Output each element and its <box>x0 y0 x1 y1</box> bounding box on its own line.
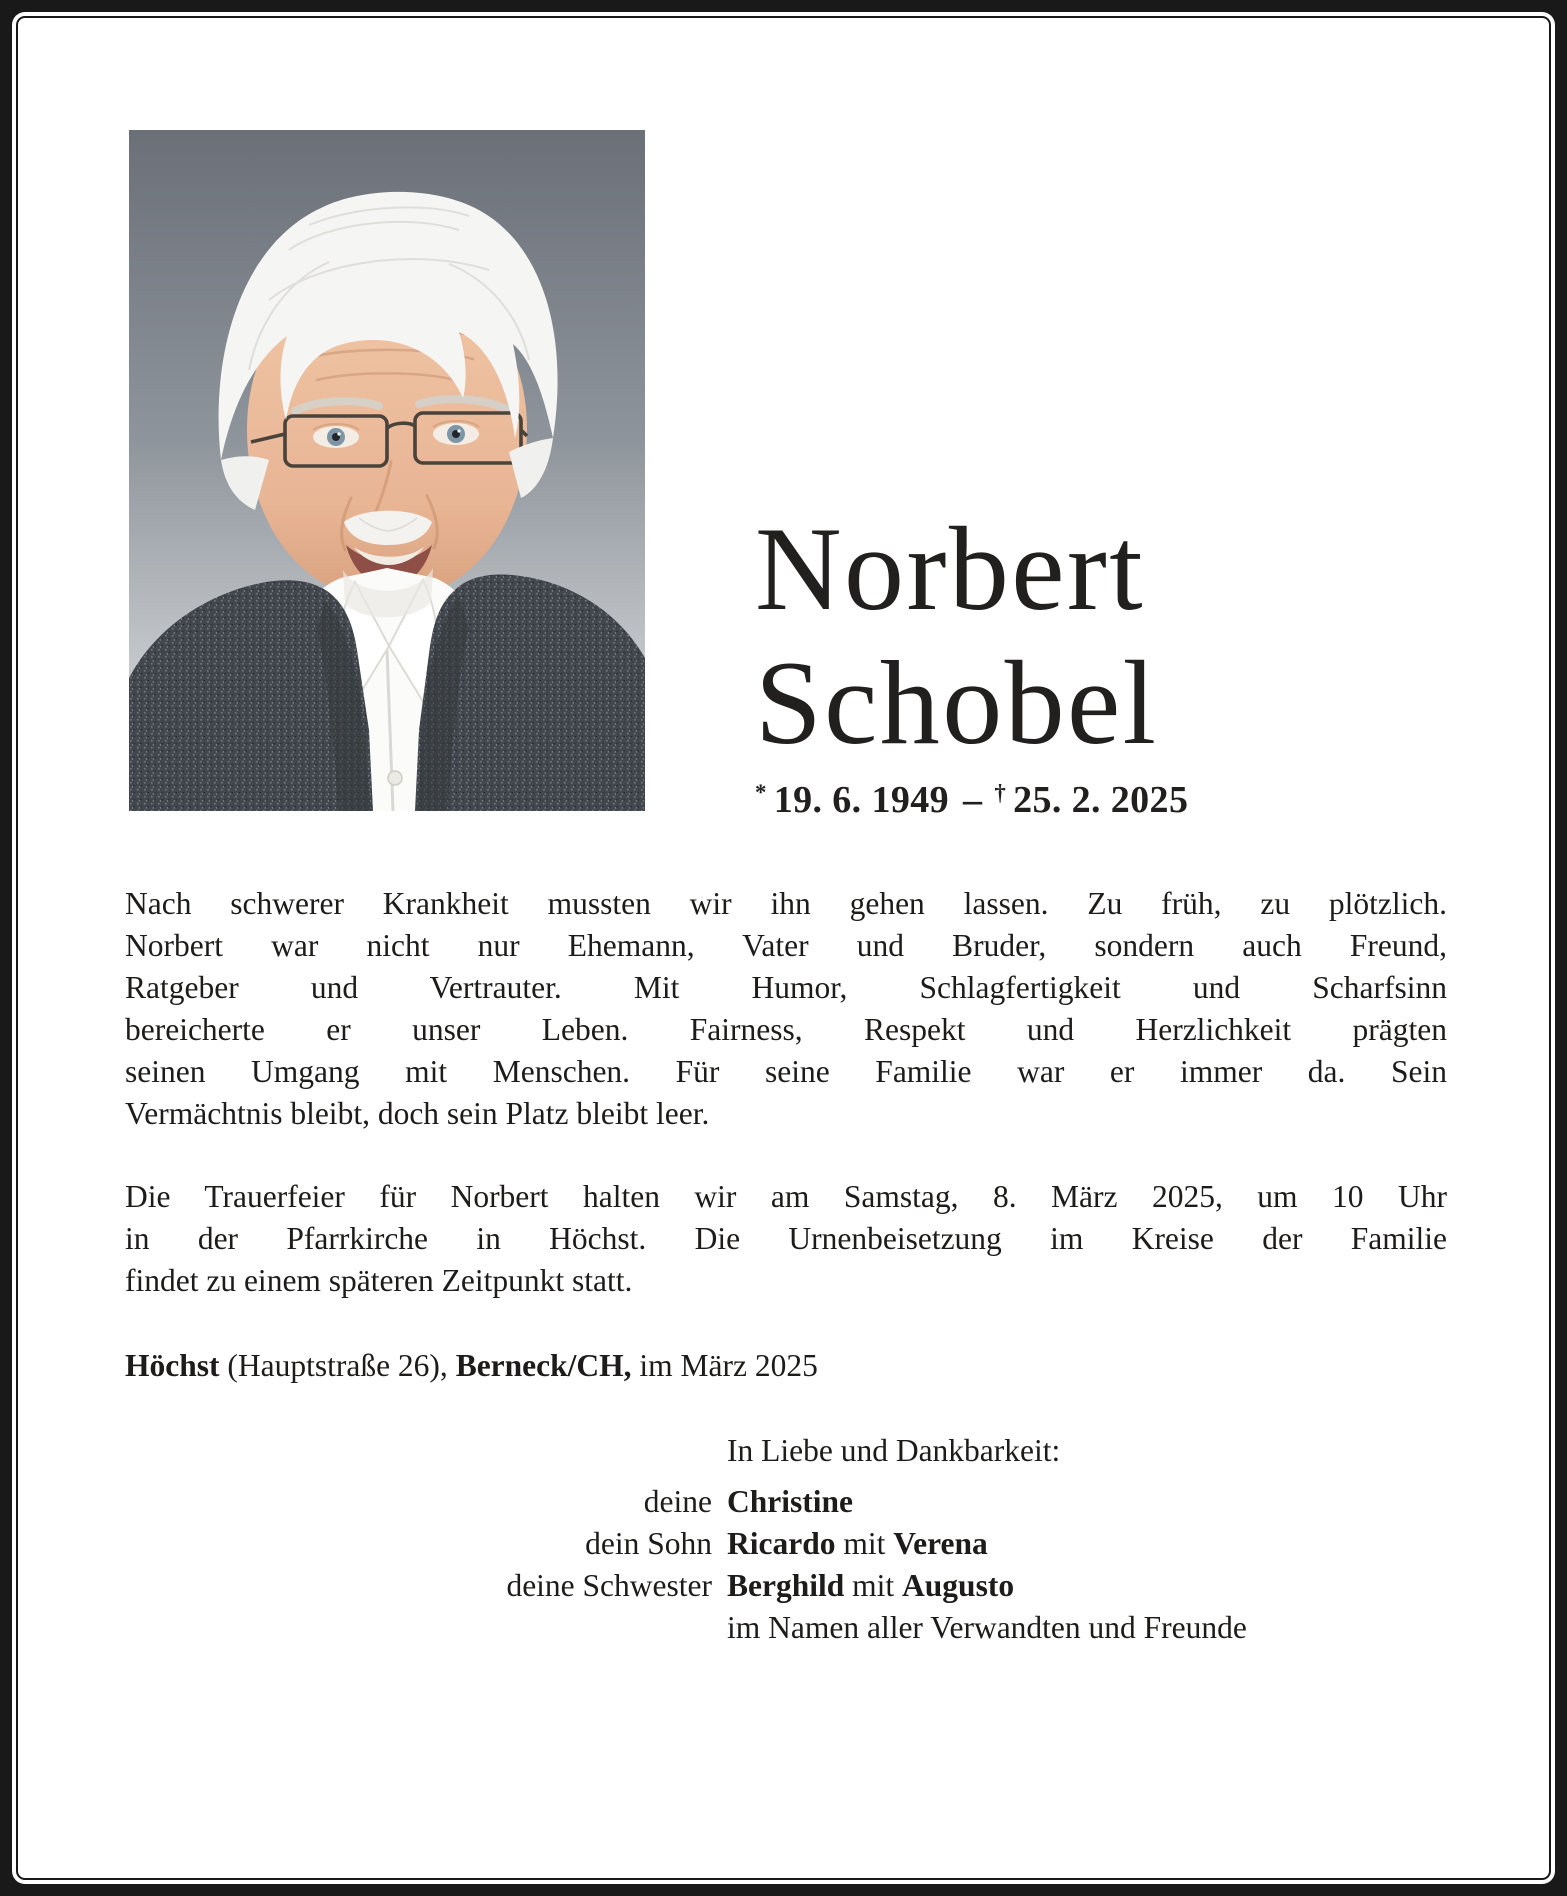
mourner-names <box>727 1481 1447 1523</box>
text-line: Nach schwerer Krankheit mussten wir ihn gehen lassen. Zu früh, zu plötzlich. <box>125 886 1447 921</box>
birth-date: 19. 6. 1949 <box>773 779 949 821</box>
bold-text: Augusto <box>902 1568 1015 1603</box>
deceased-name-block <box>755 502 1188 829</box>
closing-outro: im Namen aller Verwandten und Freunde <box>727 1610 1247 1645</box>
text-line: in der Pfarrkirche in Höchst. Die Urnenbeisetzung im Kreise der Familie <box>125 1221 1447 1256</box>
bold-text: Berneck/CH, <box>455 1348 632 1383</box>
closing-intro: In Liebe und Dankbarkeit: <box>727 1433 1061 1468</box>
mourner-row <box>125 1565 1447 1607</box>
mourner-row <box>125 1523 1447 1565</box>
mourner-label: deine Schwester <box>506 1568 712 1603</box>
regular-text: mit <box>844 1568 903 1603</box>
life-dates <box>755 776 1188 829</box>
obituary-page <box>18 18 1549 1878</box>
date-separator: – <box>962 779 983 821</box>
text-line: Ratgeber und Vertrauter. Mit Humor, Schlagfertigkeit und Scharfsinn <box>125 970 1447 1005</box>
text-line: seinen Umgang mit Menschen. Für seine Familie war er immer da. Sein <box>125 1054 1447 1089</box>
portrait-photo <box>129 130 645 811</box>
regular-text: im März 2025 <box>631 1348 818 1383</box>
mourners-list <box>125 1481 1447 1607</box>
mourner-row <box>125 1481 1447 1523</box>
death-date: 25. 2. 2025 <box>1013 779 1189 821</box>
bold-text: Christine <box>727 1484 853 1519</box>
mourner-label: deine <box>643 1484 712 1519</box>
bold-text: Ricardo <box>727 1526 836 1561</box>
text-line: Norbert war nicht nur Ehemann, Vater und Bruder, sondern auch Freund, <box>125 928 1447 963</box>
bold-text: Berghild <box>727 1568 845 1603</box>
bold-text: Höchst <box>125 1348 220 1383</box>
bold-text: Verena <box>893 1526 988 1561</box>
birth-star-icon: * <box>755 780 767 806</box>
obituary-paragraph <box>125 883 1447 1135</box>
mourner-names <box>727 1523 1447 1565</box>
funeral-paragraph <box>125 1176 1447 1302</box>
death-cross-icon: † <box>994 780 1007 806</box>
deceased-last-name: Schobel <box>755 636 1159 769</box>
portrait-photo-svg <box>129 130 645 811</box>
text-line: Die Trauerfeier für Norbert halten wir am Samstag, 8. März 2025, um 10 Uhr <box>125 1179 1447 1214</box>
text-line: findet zu einem späteren Zeitpunkt statt. <box>125 1263 633 1298</box>
mourner-names <box>727 1565 1447 1607</box>
regular-text: mit <box>835 1526 894 1561</box>
text-line: Vermächtnis bleibt, doch sein Platz bleibt leer. <box>125 1096 710 1131</box>
mourner-label: dein Sohn <box>585 1526 712 1561</box>
regular-text: (Hauptstraße 26), <box>219 1348 456 1383</box>
text-line: bereicherte er unser Leben. Fairness, Respekt und Herzlichkeit prägten <box>125 1012 1447 1047</box>
deceased-first-name: Norbert <box>755 502 1145 635</box>
place-date-line <box>125 1345 1447 1387</box>
